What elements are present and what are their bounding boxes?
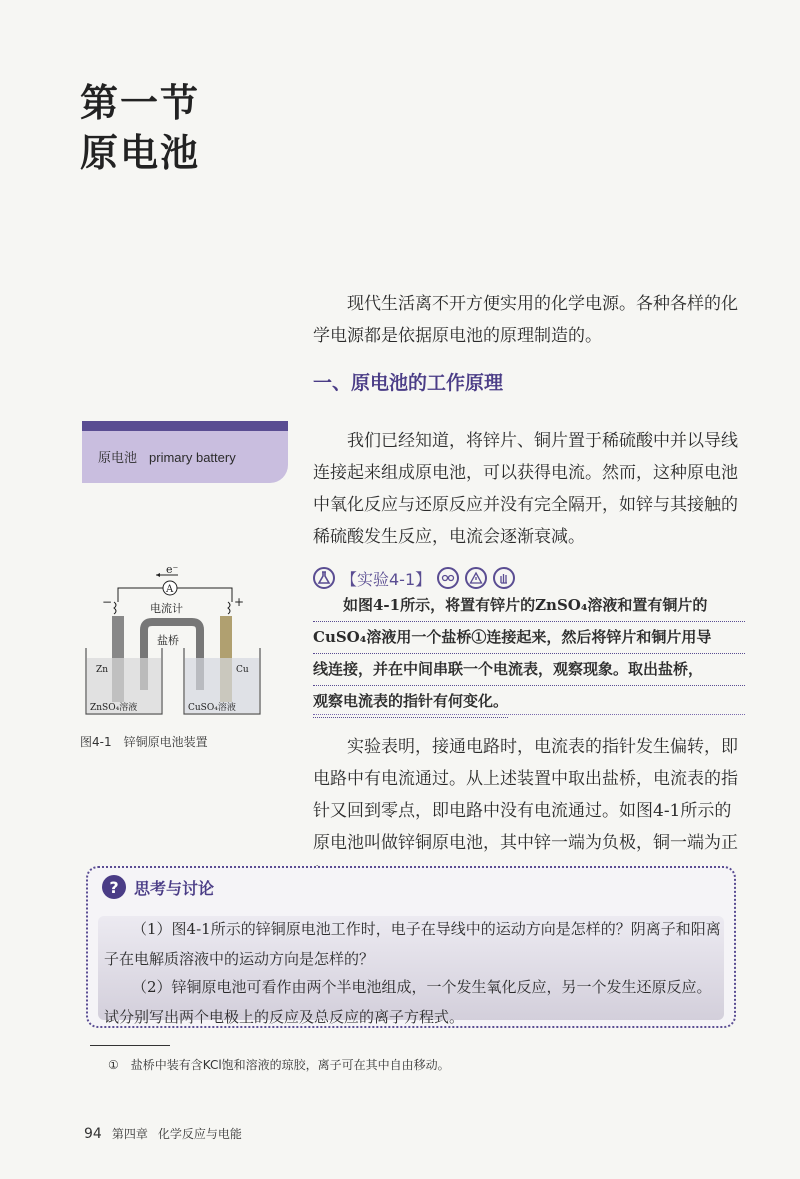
warning-icon	[465, 567, 487, 589]
experiment-line-2: CuSO₄溶液用一个盐桥①连接起来，然后将锌片和铜片用导	[313, 622, 745, 654]
discussion-question-2: （2）锌铜原电池可看作由两个半电池组成，一个发生氧化反应，另一个发生还原反应。试分别写出两个电极上的反应及总反应的离子方程式。	[104, 978, 712, 1026]
zinc-label: Zn	[96, 665, 109, 675]
electron-arrowhead	[156, 573, 160, 577]
term-en: primary battery	[149, 450, 236, 465]
experiment-header	[313, 565, 515, 591]
experiment-line-1: 如图4-1所示，将置有锌片的ZnSO₄溶液和置有铜片的	[313, 590, 745, 622]
experiment-end-rule	[313, 714, 745, 715]
page-footer	[84, 1125, 242, 1142]
footnote: ① 盐桥中装有含KCl饱和溶液的琼胶，离子可在其中自由移动。	[108, 1058, 450, 1072]
paragraph-2: 实验表明，接通电路时，电流表的指针发生偏转，即电路中有电流通过。从上述装置中取出盐桥，电流表的指针又回到零点，即电路中没有电流通过。如图4-1所示的原电池叫做锌铜原电池，其中锌一端为负极，铜一端为正	[313, 737, 738, 853]
negative-sign: −	[102, 595, 113, 609]
intro-paragraph: 现代生活离不开方便实用的化学电源。各种各样的化学电源都是依据原电池的原理制造的。	[313, 294, 738, 346]
electron-label: e⁻	[166, 563, 179, 576]
section-number: 第一节	[80, 81, 201, 125]
positive-sign: +	[234, 595, 245, 609]
right-clip	[228, 602, 230, 614]
chapter-title: 化学反应与电能	[157, 1127, 242, 1141]
question-icon: ?	[102, 875, 126, 899]
subsection-heading: 一、原电池的工作原理	[313, 372, 504, 394]
section-title: 原电池	[80, 131, 201, 175]
ammeter-symbol: A	[166, 584, 174, 595]
flask-icon	[313, 567, 335, 589]
term-zh: 原电池	[98, 451, 138, 466]
footnote-rule	[90, 1045, 170, 1046]
term-box	[82, 421, 288, 483]
paragraph-1: 我们已经知道，将锌片、铜片置于稀硫酸中并以导线连接起来组成原电池，可以获得电流。然而，这种原电池中氧化反应与还原反应并没有完全隔开，如锌与其接触的稀硫酸发生反应，电流会逐渐衰减。	[313, 431, 738, 547]
hand-wash-icon	[493, 567, 515, 589]
experiment-label: 【实验4-1】	[341, 569, 432, 589]
page-number: 94	[84, 1126, 102, 1142]
term-text	[98, 447, 236, 466]
chapter-number: 第四章	[111, 1127, 148, 1141]
discussion-question-1: （1）图4-1所示的锌铜原电池工作时，电子在导线中的运动方向是怎样的？阴离子和阳离子在电解质溶液中的运动方向是怎样的？	[104, 920, 721, 968]
experiment-text	[313, 590, 745, 718]
left-clip	[114, 602, 116, 614]
goggles-icon	[437, 567, 459, 589]
left-solution-label: ZnSO₄溶液	[90, 703, 138, 713]
salt-bridge-label: 盐桥	[157, 634, 179, 647]
copper-label: Cu	[236, 665, 249, 675]
right-solution-label: CuSO₄溶液	[188, 703, 236, 713]
ammeter-label: 电流计	[150, 602, 183, 615]
zinc-copper-cell-diagram	[84, 560, 264, 725]
discussion-header	[102, 875, 214, 899]
experiment-line-3: 线连接，并在中间串联一个电流表，观察现象。取出盐桥，	[313, 654, 745, 686]
discussion-title: 思考与讨论	[134, 878, 215, 898]
experiment-line-4: 观察电流表的指针有何变化。	[313, 686, 508, 718]
term-box-bar	[82, 421, 288, 431]
section-heading	[80, 78, 200, 178]
figure-caption: 图4-1 锌铜原电池装置	[80, 735, 208, 749]
